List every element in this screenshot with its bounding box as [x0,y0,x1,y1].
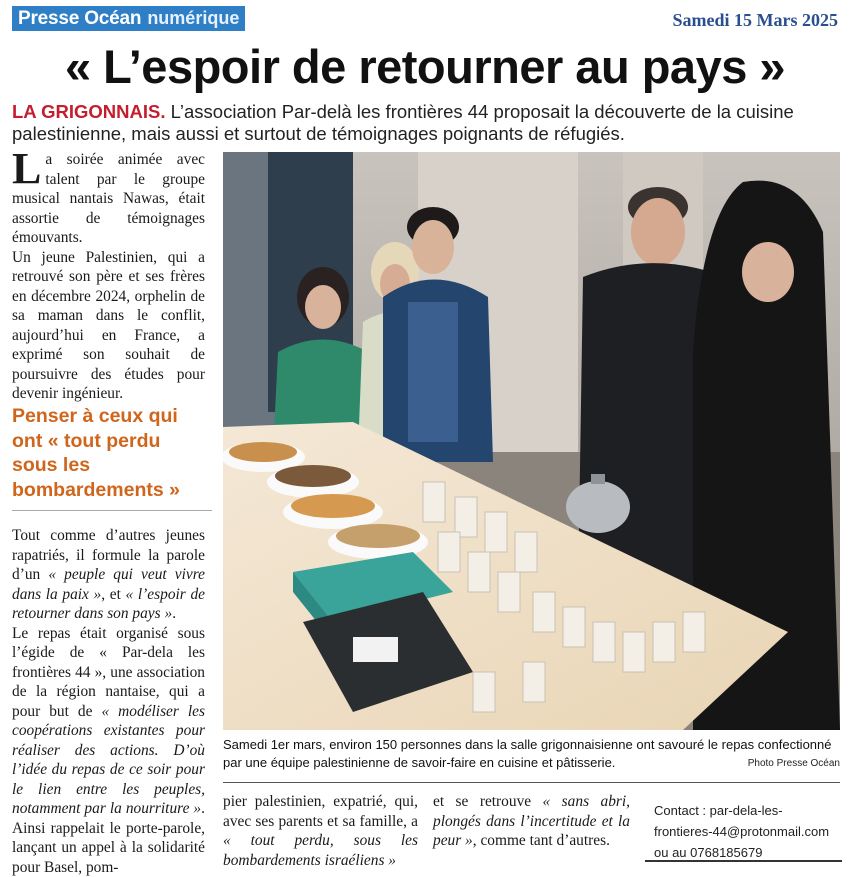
caption-divider [223,782,840,783]
quote-run: « sans abri, plongés dans l’incertitude et la peur » [433,793,631,849]
text-run: , et [101,585,126,603]
quote-run: « peuple qui veut vivre dans la paix » [12,566,205,603]
paragraph-young-palestinian: Un jeune Palestinien, qui a retrouvé son père et ses frères en décembre 2024, orphelin de sa maman dans le conflit, aujourd’hui en France, a exprimé son souhait de poursuivre des études pour devenir ingénieur. [12,248,205,402]
text-run: . Ainsi rappelait le porte-parole, lançant un appel à la solidarité pour Basel, pom- [12,800,205,876]
text-run: et se retrouve [433,793,543,810]
masthead-subtitle: numérique [147,8,240,28]
article-headline: « L’espoir de retourner au pays » [64,40,786,93]
photo-illustration [223,152,840,730]
quote-run: « tout perdu, sous les bombardements israéliens » [223,832,418,869]
lede-text: L’association Par-delà les frontières 44 proposait la découverte de la cuisine palestinienne, mais aussi et surtout de témoignages poignants de réfugiés. [12,101,794,144]
publication-date: Samedi 15 Mars 2025 [672,10,838,30]
text-run: , comme tant d’autres. [472,832,610,849]
photo-credit: Photo Presse Océan [747,758,840,769]
photo-caption: Samedi 1er mars, environ 150 personnes dans la salle grigonnaisienne ont savouré le repas confectionné par une équipe palestinienne de savoir-faire en cuisine et pâtisserie. [223,737,832,770]
subhead-divider [12,510,212,511]
article-lede [12,101,842,145]
article-photo [223,152,840,730]
column-1-top [12,144,205,404]
text-run: Tout comme d’autres jeunes rapatriés, il formule la parole d’un [12,527,205,583]
masthead-brand: Presse Océan [18,7,142,29]
lede-kicker: LA GRIGONNAIS. [12,101,166,122]
text-run: Le repas était organisé sous l’égide de « Par-dela les frontières 44 », une association de la région nantaise, qui a pour but de [12,624,205,720]
paragraph-intro: a soirée animée avec talent par le groupe musical nantais Nawas, était assortie de témoignages émouvants. [12,151,205,246]
text-run: pier palestinien, expatrié, qui, avec ses parents et sa famille, a [223,793,418,830]
quote-run: « modéliser les coopérations existantes pour réaliser des actions. D’où l’idée du repas de ce soir pour le lien entre les peuples, notamment par la nourriture » [12,702,205,817]
masthead [12,6,245,31]
text-run: . [172,605,177,622]
column-2 [223,792,418,870]
section-subhead: Penser à ceux qui ont « tout perdu sous les bombardements » [12,405,180,501]
drop-cap: L [12,144,42,193]
contact-divider [645,860,842,862]
contact-info: Contact : par-dela-les-frontieres-44@protonmail.com ou au 0768185679 [654,803,830,860]
column-1-bottom [12,526,205,877]
column-3 [433,792,630,851]
quote-run: « l’espoir de retourner dans son pays » [12,585,205,622]
